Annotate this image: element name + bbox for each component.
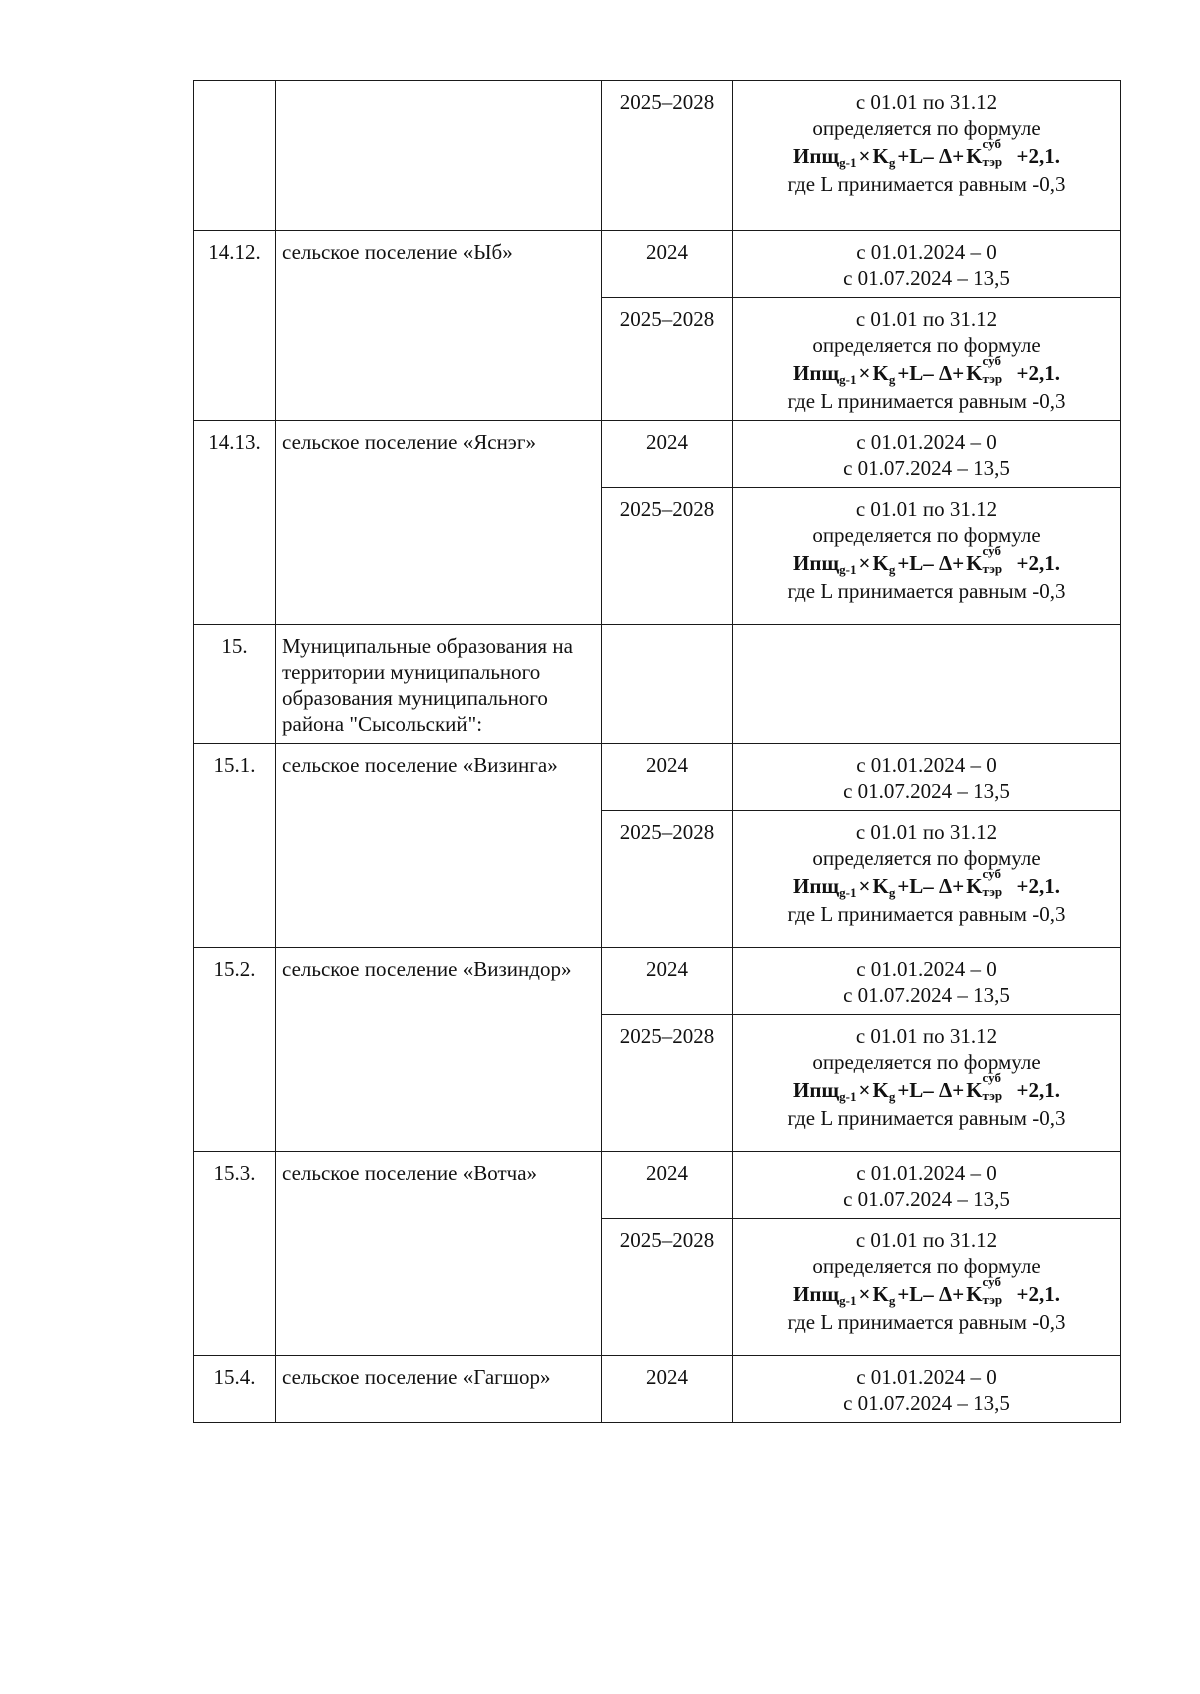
row-name: Муниципальные образования на территории муниципального образования муниципального района "Сысольский": bbox=[276, 625, 602, 744]
table-row bbox=[194, 421, 1121, 488]
period-cell: 2024 bbox=[602, 421, 733, 488]
row-number: 15.4. bbox=[194, 1356, 276, 1423]
row-name bbox=[276, 81, 602, 231]
value-cell: с 01.01.2024 – 0 с 01.07.2024 – 13,5 bbox=[733, 1356, 1121, 1423]
row-number: 15.3. bbox=[194, 1152, 276, 1356]
row-number: 14.13. bbox=[194, 421, 276, 625]
row-name: сельское поселение «Гагшор» bbox=[276, 1356, 602, 1423]
formula: $Ипщ_{g-1}\times K_g+L-$ Δ+K суб тэр +2,1. bbox=[793, 1070, 1060, 1104]
period-text: с 01.01 по 31.12 bbox=[855, 90, 998, 114]
period-cell: 2024 bbox=[602, 231, 733, 298]
row-name: сельское поселение «Ыб» bbox=[276, 231, 602, 421]
table-row bbox=[194, 744, 1121, 811]
period-cell bbox=[602, 625, 733, 744]
period-cell: 2025–2028 bbox=[602, 811, 733, 948]
period-cell: 2024 bbox=[602, 948, 733, 1015]
where-l-note: где L принимается равным -0,3 bbox=[787, 172, 1066, 196]
row-name: сельское поселение «Яснэг» bbox=[276, 421, 602, 625]
table-row bbox=[194, 1356, 1121, 1423]
period-cell: 2025–2028 bbox=[602, 1219, 733, 1356]
row-name: сельское поселение «Визинга» bbox=[276, 744, 602, 948]
formula: $Ипщ_{g-1}\times K_g+L-$ Δ+K суб тэр +2,1. bbox=[793, 866, 1060, 900]
table-row bbox=[194, 948, 1121, 1015]
row-name: сельское поселение «Визиндор» bbox=[276, 948, 602, 1152]
row-number: 14.12. bbox=[194, 231, 276, 421]
value-cell: с 01.01.2024 – 0 с 01.07.2024 – 13,5 bbox=[733, 744, 1121, 811]
value-cell bbox=[733, 81, 1121, 231]
table-row bbox=[194, 1152, 1121, 1219]
value-cell: с 01.01 по 31.12 определяется по формуле $Ипщ_{g-1}\times K_g+L-$ Δ+K суб тэр +2,1. где L принимается равным -0,3 bbox=[733, 1015, 1121, 1152]
value-cell: с 01.01.2024 – 0 с 01.07.2024 – 13,5 bbox=[733, 421, 1121, 488]
row-number: 15.2. bbox=[194, 948, 276, 1152]
value-cell: с 01.01 по 31.12 определяется по формуле $Ипщ_{g-1}\times K_g+L-$ Δ+K суб тэр +2,1. где L принимается равным -0,3 bbox=[733, 1219, 1121, 1356]
table-row bbox=[194, 81, 1121, 231]
value-cell: с 01.01 по 31.12 определяется по формуле $Ипщ_{g-1}\times K_g+L-$ Δ+K суб тэр +2,1. где L принимается равным -0,3 bbox=[733, 298, 1121, 421]
period-cell: 2025–2028 bbox=[602, 1015, 733, 1152]
tariff-table bbox=[193, 80, 1121, 1423]
period-cell: 2025–2028 bbox=[602, 488, 733, 625]
period-cell: 2024 bbox=[602, 1152, 733, 1219]
row-name: сельское поселение «Вотча» bbox=[276, 1152, 602, 1356]
formula: $Ипщ_{g-1}\times K_g+L-$ Δ+K суб тэр +2,1. bbox=[793, 353, 1060, 387]
table-row bbox=[194, 231, 1121, 298]
row-number: 15. bbox=[194, 625, 276, 744]
value-cell bbox=[733, 625, 1121, 744]
period-cell: 2024 bbox=[602, 1356, 733, 1423]
value-cell: с 01.01 по 31.12 определяется по формуле $Ипщ_{g-1}\times K_g+L-$ Δ+K суб тэр +2,1. где L принимается равным -0,3 bbox=[733, 811, 1121, 948]
period-cell: 2025–2028 bbox=[602, 298, 733, 421]
table-row bbox=[194, 625, 1121, 744]
formula: $Ипщ_{g-1}\times K_g+L-$ Δ+K суб тэр +2,1. bbox=[793, 136, 1060, 170]
value-cell: с 01.01.2024 – 0 с 01.07.2024 – 13,5 bbox=[733, 231, 1121, 298]
formula: $Ипщ_{g-1}\times K_g+L-$ Δ+K суб тэр +2,1. bbox=[793, 1274, 1060, 1308]
row-number bbox=[194, 81, 276, 231]
formula: $Ипщ_{g-1}\times K_g+L-$ Δ+K суб тэр +2,1. bbox=[793, 543, 1060, 577]
period-cell: 2024 bbox=[602, 744, 733, 811]
period-cell: 2025–2028 bbox=[602, 81, 733, 231]
value-cell: с 01.01.2024 – 0 с 01.07.2024 – 13,5 bbox=[733, 948, 1121, 1015]
row-number: 15.1. bbox=[194, 744, 276, 948]
value-cell: с 01.01.2024 – 0 с 01.07.2024 – 13,5 bbox=[733, 1152, 1121, 1219]
formula-caption: определяется по формуле bbox=[812, 116, 1041, 140]
value-cell: с 01.01 по 31.12 определяется по формуле $Ипщ_{g-1}\times K_g+L-$ Δ+K суб тэр +2,1. где L принимается равным -0,3 bbox=[733, 488, 1121, 625]
